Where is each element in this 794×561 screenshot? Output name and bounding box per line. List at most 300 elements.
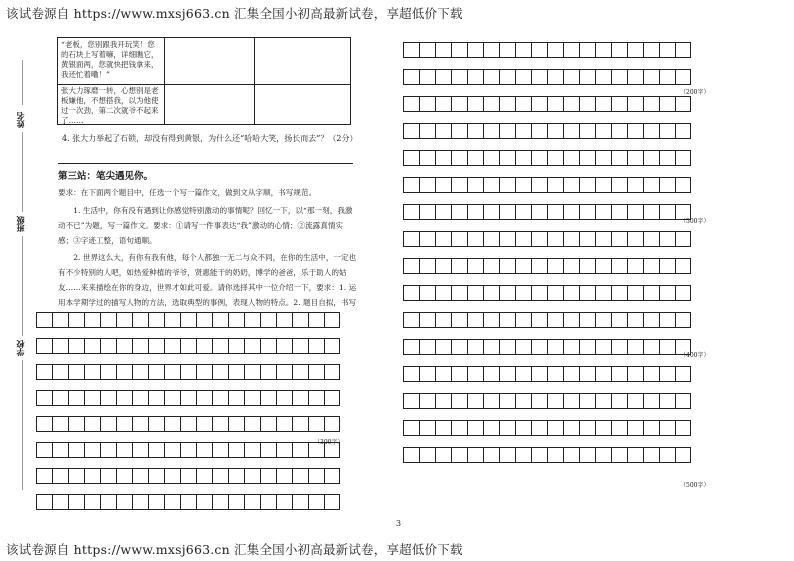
grid-cell — [515, 177, 531, 193]
grid-cell — [467, 420, 483, 436]
grid-cell — [292, 338, 308, 354]
grid-cell — [499, 150, 515, 166]
grid-cell — [276, 416, 292, 432]
grid-cell — [132, 442, 148, 458]
grid-cell — [563, 420, 579, 436]
grid-cell — [451, 96, 467, 112]
grid-cell — [403, 447, 419, 463]
grid-cell — [403, 204, 419, 220]
grid-cell — [643, 177, 659, 193]
grid-cell — [499, 447, 515, 463]
grid-cell — [228, 364, 244, 380]
grid-cell — [308, 416, 324, 432]
grid-cell — [611, 123, 627, 139]
grid-cell — [212, 442, 228, 458]
grid-cell — [148, 468, 164, 484]
grid-cell — [643, 150, 659, 166]
grid-cell — [579, 69, 595, 85]
grid-cell — [579, 366, 595, 382]
grid-cell — [467, 204, 483, 220]
grid-cell — [164, 338, 180, 354]
grid-cell — [643, 231, 659, 247]
grid-cell — [547, 339, 563, 355]
grid-cell — [164, 390, 180, 406]
grid-cell — [148, 494, 164, 510]
section-divider — [58, 163, 353, 164]
grid-cell — [547, 393, 563, 409]
grid-cell — [36, 312, 52, 328]
grid-cell — [515, 204, 531, 220]
grid-cell — [419, 69, 435, 85]
grid-row — [36, 416, 340, 432]
grid-cell — [611, 420, 627, 436]
grid-cell — [563, 123, 579, 139]
grid-cell — [68, 442, 84, 458]
grid-cell — [499, 69, 515, 85]
grid-cell — [164, 468, 180, 484]
grid-cell — [531, 231, 547, 247]
grid-cell — [499, 231, 515, 247]
grid-cell — [659, 204, 675, 220]
grid-cell — [419, 150, 435, 166]
grid-cell — [659, 42, 675, 58]
grid-cell — [467, 285, 483, 301]
grid-cell — [228, 442, 244, 458]
grid-cell — [483, 69, 499, 85]
grid-cell — [324, 312, 340, 328]
grid-cell — [212, 364, 228, 380]
grid-cell — [419, 231, 435, 247]
grid-cell — [180, 338, 196, 354]
grid-cell — [260, 364, 276, 380]
grid-cell — [467, 69, 483, 85]
grid-cell — [675, 420, 691, 436]
grid-cell — [403, 42, 419, 58]
grid-cell — [531, 339, 547, 355]
side-label-class: 班级 — [15, 216, 25, 232]
grid-cell — [419, 285, 435, 301]
grid-cell — [547, 69, 563, 85]
grid-cell — [611, 42, 627, 58]
grid-row — [36, 468, 340, 484]
grid-cell — [148, 390, 164, 406]
grid-cell — [483, 447, 499, 463]
grid-cell — [563, 312, 579, 328]
grid-cell — [132, 338, 148, 354]
grid-cell — [116, 338, 132, 354]
top-source-banner: 该试卷源自 https://www.mxsj663.cn 汇集全国小初高最新试卷，享超低价下载 — [6, 6, 463, 21]
grid-cell — [515, 312, 531, 328]
grid-cell — [260, 390, 276, 406]
grid-cell — [435, 150, 451, 166]
grid-cell — [531, 123, 547, 139]
grid-cell — [659, 258, 675, 274]
grid-row — [403, 231, 691, 247]
grid-cell — [563, 285, 579, 301]
grid-row — [36, 312, 340, 328]
grid-cell — [627, 258, 643, 274]
grid-cell — [627, 69, 643, 85]
grid-cell — [483, 420, 499, 436]
grid-cell — [483, 123, 499, 139]
grid-cell — [499, 285, 515, 301]
grid-cell — [675, 69, 691, 85]
grid-cell — [627, 285, 643, 301]
grid-cell — [212, 338, 228, 354]
grid-cell — [547, 312, 563, 328]
grid-cell — [419, 420, 435, 436]
grid-cell — [659, 447, 675, 463]
grid-cell — [563, 150, 579, 166]
grid-cell — [595, 393, 611, 409]
grid-cell — [515, 150, 531, 166]
grid-cell — [435, 447, 451, 463]
question-4: 4. 张大力举起了石锁，却没有得到黄银，为什么还“哈哈大笑，扬长而去”？（2分） — [62, 134, 358, 143]
grid-cell — [499, 312, 515, 328]
grid-cell — [483, 204, 499, 220]
grid-cell — [675, 42, 691, 58]
grid-cell — [611, 447, 627, 463]
grid-cell — [515, 366, 531, 382]
grid-cell — [132, 416, 148, 432]
word-count-marker: （300字） — [314, 439, 344, 446]
grid-cell — [244, 468, 260, 484]
grid-cell — [515, 69, 531, 85]
grid-cell — [627, 96, 643, 112]
grid-cell — [483, 258, 499, 274]
grid-cell — [515, 285, 531, 301]
grid-cell — [595, 420, 611, 436]
grid-row — [36, 494, 340, 510]
grid-cell — [276, 364, 292, 380]
grid-cell — [563, 447, 579, 463]
grid-cell — [403, 258, 419, 274]
word-count-marker: （500字） — [680, 482, 710, 489]
grid-cell — [84, 416, 100, 432]
grid-cell — [451, 312, 467, 328]
grid-cell — [244, 390, 260, 406]
grid-cell — [435, 312, 451, 328]
grid-cell — [292, 468, 308, 484]
grid-cell — [515, 420, 531, 436]
grid-cell — [515, 96, 531, 112]
table-cell-text: “老板，您别跟我开玩笑！您的石块上写着嘛，详细瞧它，黄银面两，您就快把钱拿来，我还忙着嘞！” — [61, 40, 159, 79]
grid-row — [403, 96, 691, 112]
grid-cell — [403, 177, 419, 193]
grid-cell — [579, 96, 595, 112]
grid-cell — [132, 312, 148, 328]
grid-cell — [36, 390, 52, 406]
grid-cell — [260, 338, 276, 354]
grid-cell — [84, 338, 100, 354]
grid-cell — [547, 96, 563, 112]
grid-cell — [595, 204, 611, 220]
grid-cell — [483, 42, 499, 58]
grid-row — [403, 339, 691, 355]
grid-cell — [68, 390, 84, 406]
grid-cell — [68, 338, 84, 354]
grid-cell — [579, 123, 595, 139]
word-count-marker: （500字） — [680, 218, 710, 225]
grid-cell — [180, 442, 196, 458]
grid-cell — [579, 339, 595, 355]
grid-cell — [483, 312, 499, 328]
grid-cell — [52, 416, 68, 432]
grid-cell — [435, 42, 451, 58]
grid-cell — [164, 364, 180, 380]
side-label-school: 学校 — [15, 340, 25, 356]
grid-cell — [451, 231, 467, 247]
grid-cell — [276, 494, 292, 510]
grid-cell — [611, 150, 627, 166]
grid-cell — [531, 96, 547, 112]
grid-cell — [467, 42, 483, 58]
grid-cell — [595, 231, 611, 247]
grid-cell — [659, 285, 675, 301]
grid-cell — [84, 442, 100, 458]
grid-cell — [451, 42, 467, 58]
grid-cell — [100, 494, 116, 510]
grid-cell — [36, 338, 52, 354]
grid-cell — [451, 393, 467, 409]
grid-cell — [228, 312, 244, 328]
grid-row — [36, 364, 340, 380]
grid-cell — [260, 442, 276, 458]
grid-cell — [627, 231, 643, 247]
grid-cell — [52, 390, 68, 406]
grid-cell — [435, 285, 451, 301]
grid-cell — [531, 69, 547, 85]
grid-cell — [196, 416, 212, 432]
grid-cell — [483, 393, 499, 409]
grid-cell — [116, 390, 132, 406]
grid-cell — [627, 339, 643, 355]
grid-cell — [100, 390, 116, 406]
grid-cell — [324, 494, 340, 510]
grid-cell — [531, 420, 547, 436]
grid-cell — [435, 69, 451, 85]
grid-cell — [627, 420, 643, 436]
grid-cell — [100, 468, 116, 484]
writing-requirement: 要求：在下面两个题目中，任选一个写一篇作文，做到文从字顺，书写规范。 — [58, 188, 317, 197]
grid-cell — [467, 393, 483, 409]
grid-cell — [483, 339, 499, 355]
grid-cell — [451, 204, 467, 220]
grid-row — [403, 69, 691, 85]
grid-cell — [627, 123, 643, 139]
grid-cell — [84, 312, 100, 328]
grid-cell — [611, 258, 627, 274]
grid-cell — [675, 123, 691, 139]
grid-cell — [515, 339, 531, 355]
grid-cell — [308, 494, 324, 510]
grid-cell — [308, 468, 324, 484]
grid-cell — [611, 69, 627, 85]
grid-cell — [116, 494, 132, 510]
grid-cell — [196, 312, 212, 328]
grid-cell — [435, 393, 451, 409]
grid-cell — [579, 393, 595, 409]
grid-cell — [292, 416, 308, 432]
grid-cell — [579, 231, 595, 247]
grid-row — [403, 42, 691, 58]
grid-cell — [435, 204, 451, 220]
grid-cell — [659, 96, 675, 112]
grid-cell — [52, 468, 68, 484]
grid-cell — [467, 150, 483, 166]
grid-cell — [675, 447, 691, 463]
grid-cell — [68, 468, 84, 484]
grid-cell — [451, 123, 467, 139]
grid-cell — [675, 231, 691, 247]
grid-cell — [483, 231, 499, 247]
grid-cell — [228, 338, 244, 354]
grid-cell — [627, 393, 643, 409]
grid-cell — [308, 312, 324, 328]
grid-cell — [244, 364, 260, 380]
grid-cell — [563, 42, 579, 58]
grid-cell — [563, 177, 579, 193]
grid-cell — [579, 285, 595, 301]
grid-cell — [611, 312, 627, 328]
grid-cell — [467, 177, 483, 193]
grid-cell — [100, 416, 116, 432]
grid-cell — [579, 312, 595, 328]
grid-cell — [180, 364, 196, 380]
grid-row — [403, 204, 691, 220]
grid-cell — [547, 123, 563, 139]
grid-cell — [68, 416, 84, 432]
grid-cell — [244, 416, 260, 432]
grid-cell — [212, 416, 228, 432]
grid-cell — [627, 312, 643, 328]
grid-cell — [403, 420, 419, 436]
grid-cell — [308, 338, 324, 354]
grid-cell — [116, 442, 132, 458]
grid-cell — [419, 123, 435, 139]
grid-cell — [611, 285, 627, 301]
grid-cell — [324, 338, 340, 354]
grid-cell — [212, 494, 228, 510]
grid-cell — [403, 231, 419, 247]
grid-cell — [403, 285, 419, 301]
grid-cell — [84, 494, 100, 510]
grid-cell — [659, 393, 675, 409]
grid-cell — [643, 447, 659, 463]
grid-cell — [595, 366, 611, 382]
grid-cell — [292, 494, 308, 510]
grid-cell — [435, 258, 451, 274]
grid-cell — [499, 258, 515, 274]
grid-cell — [659, 312, 675, 328]
grid-cell — [675, 96, 691, 112]
grid-cell — [100, 364, 116, 380]
grid-cell — [659, 177, 675, 193]
grid-cell — [579, 177, 595, 193]
grid-cell — [84, 364, 100, 380]
grid-cell — [403, 96, 419, 112]
grid-cell — [611, 231, 627, 247]
table-cell-text: 张大力琢磨一转，心想别是老板嫌他，不想搭我，以为他使过一次劲，第二次就爷不起来了…… — [61, 86, 159, 125]
grid-cell — [260, 312, 276, 328]
grid-row — [403, 312, 691, 328]
grid-cell — [451, 258, 467, 274]
grid-cell — [148, 416, 164, 432]
grid-row — [403, 123, 691, 139]
prompt-1: 1. 生活中，你有没有遇到让你感觉特别激动的事情呢？回忆一下，以“那一刻，我激动不已”为题，写一篇作文。要求：①请写一件事表达“我”激动的心情；②流露真情实感；③字迹工整，语句通顺。 — [58, 206, 353, 245]
grid-cell — [276, 390, 292, 406]
grid-cell — [595, 447, 611, 463]
grid-cell — [228, 468, 244, 484]
grid-cell — [148, 364, 164, 380]
grid-cell — [116, 364, 132, 380]
grid-cell — [579, 420, 595, 436]
grid-cell — [659, 420, 675, 436]
grid-row — [403, 177, 691, 193]
grid-cell — [483, 366, 499, 382]
grid-cell — [595, 96, 611, 112]
grid-cell — [675, 312, 691, 328]
grid-cell — [419, 366, 435, 382]
grid-cell — [515, 447, 531, 463]
grid-row — [403, 285, 691, 301]
grid-cell — [515, 231, 531, 247]
grid-cell — [643, 366, 659, 382]
grid-cell — [499, 204, 515, 220]
grid-cell — [547, 420, 563, 436]
grid-cell — [451, 285, 467, 301]
grid-cell — [563, 96, 579, 112]
grid-cell — [419, 447, 435, 463]
grid-cell — [627, 150, 643, 166]
grid-cell — [435, 96, 451, 112]
grid-cell — [563, 231, 579, 247]
grid-cell — [451, 177, 467, 193]
grid-cell — [196, 494, 212, 510]
grid-cell — [643, 42, 659, 58]
grid-cell — [419, 393, 435, 409]
grid-row — [36, 390, 340, 406]
grid-cell — [292, 312, 308, 328]
grid-cell — [499, 96, 515, 112]
grid-cell — [148, 338, 164, 354]
grid-cell — [579, 258, 595, 274]
grid-cell — [419, 258, 435, 274]
grid-cell — [643, 96, 659, 112]
grid-cell — [611, 339, 627, 355]
grid-cell — [68, 364, 84, 380]
grid-cell — [675, 258, 691, 274]
grid-cell — [467, 231, 483, 247]
grid-cell — [547, 366, 563, 382]
grid-cell — [164, 494, 180, 510]
grid-cell — [435, 366, 451, 382]
grid-cell — [547, 150, 563, 166]
grid-cell — [467, 123, 483, 139]
grid-cell — [132, 390, 148, 406]
grid-cell — [52, 494, 68, 510]
grid-cell — [68, 312, 84, 328]
grid-cell — [675, 285, 691, 301]
grid-row — [36, 442, 340, 458]
grid-cell — [483, 177, 499, 193]
grid-cell — [180, 312, 196, 328]
bottom-source-banner: 该试卷源自 https://www.mxsj663.cn 汇集全国小初高最新试卷，享超低价下载 — [6, 542, 463, 557]
grid-cell — [451, 447, 467, 463]
grid-cell — [595, 312, 611, 328]
grid-cell — [132, 494, 148, 510]
grid-cell — [276, 468, 292, 484]
